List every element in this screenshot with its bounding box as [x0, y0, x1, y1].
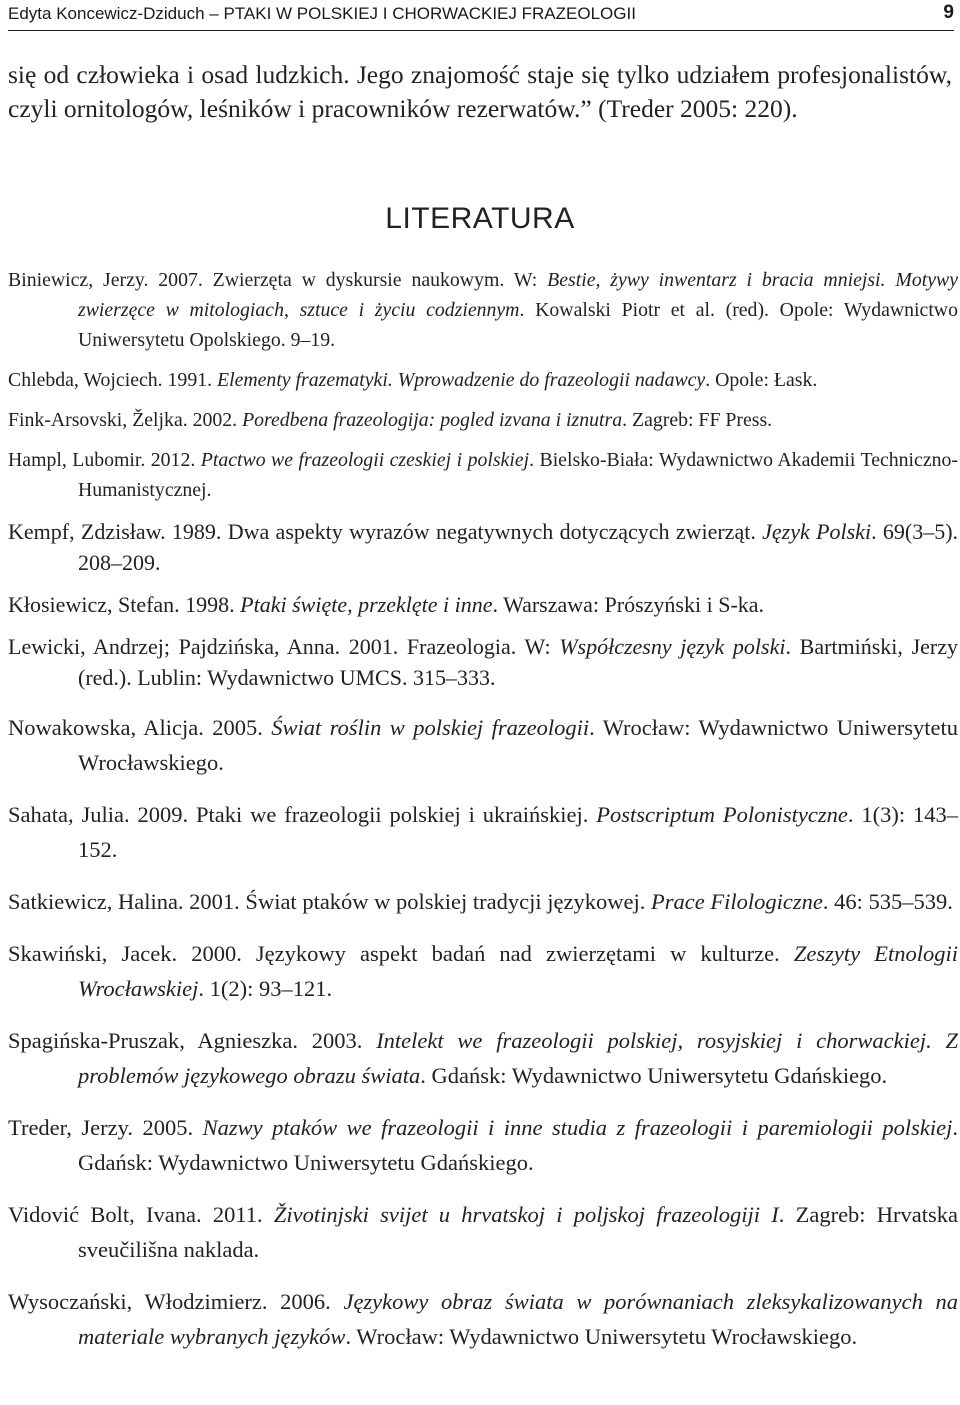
- reference-title: Ptactwo we frazeologii czeskiej i polskiej: [200, 449, 530, 471]
- reference-text: Lewicki, Andrzej; Pajdzińska, Anna. 2001. Frazeologia. W:: [8, 634, 560, 659]
- header-title: PTAKI W POLSKIEJ I CHORWACKIEJ FRAZEOLOGII: [223, 4, 636, 23]
- reference-item: [8, 1284, 958, 1354]
- reference-item: [8, 797, 958, 867]
- reference-title: Životinjski svijet u hrvatskoj i poljskoj frazeologiji I: [273, 1202, 779, 1227]
- header-author-title: [8, 4, 636, 24]
- reference-text: . Zagreb: FF Press.: [622, 409, 773, 431]
- reference-text: . Bartmiński, Jerzy (red.). Lublin: Wydawnictwo UMCS. 315–333.: [78, 634, 958, 690]
- reference-text: Vidović Bolt, Ivana. 2011.: [8, 1202, 274, 1227]
- reference-item: [8, 884, 958, 919]
- reference-text: . Wrocław: Wydawnictwo Uniwersytetu Wrocławskiego.: [345, 1324, 858, 1349]
- reference-item: [8, 936, 958, 1006]
- reference-title: Poredbena frazeologija: pogled izvana i iznutra: [242, 409, 623, 431]
- reference-item: [8, 405, 958, 435]
- reference-list: [8, 265, 958, 1354]
- reference-text: Hampl, Lubomir. 2012.: [8, 449, 201, 471]
- reference-text: . 1(2): 93–121.: [198, 976, 333, 1001]
- reference-title: Prace Filologiczne: [650, 889, 823, 914]
- reference-title: Bestie, żywy inwentarz i bracia mniejsi. Motywy zwierzęce w mitologiach, sztuce i życiu codziennym: [78, 269, 958, 321]
- reference-text: Fink-Arsovski, Željka. 2002.: [8, 409, 243, 431]
- reference-item: [8, 1023, 958, 1093]
- reference-text: . Bielsko-Biała: Wydawnictwo Akademii Techniczno-Humanistycznej.: [78, 449, 958, 501]
- page-number: 9: [943, 2, 954, 23]
- reference-title: Język Polski: [762, 519, 872, 544]
- section-title: LITERATURA: [385, 202, 575, 235]
- reference-text: . Kowalski Piotr et al. (red). Opole: Wydawnictwo Uniwersytetu Opolskiego. 9–19.: [78, 299, 958, 351]
- reference-title: Językowy obraz świata w porównaniach zleksykalizowanych na materiale wybranych języków: [78, 1289, 958, 1349]
- reference-text: Nowakowska, Alicja. 2005.: [8, 715, 272, 740]
- reference-item: [8, 1110, 958, 1180]
- reference-text: . Wrocław: Wydawnictwo Uniwersytetu Wrocławskiego.: [78, 715, 958, 775]
- reference-item: [8, 365, 958, 395]
- reference-title: Nazwy ptaków we frazeologii i inne studia z frazeologii i paremiologii polskiej: [202, 1115, 953, 1140]
- reference-title: Intelekt we frazeologii polskiej, rosyjskiej i chorwackiej. Z problemów językowego obrazu świata: [78, 1028, 958, 1088]
- header-author: Edyta Koncewicz-Dziduch: [8, 4, 205, 23]
- reference-text: . Zagreb: Hrvatska sveučilišna naklada.: [78, 1202, 959, 1262]
- reference-item: [8, 631, 958, 693]
- reference-text: . 46: 535–539.: [822, 889, 953, 914]
- reference-item: [8, 710, 958, 780]
- reference-item: [8, 445, 958, 505]
- reference-text: . Gdańsk: Wydawnictwo Uniwersytetu Gdańskiego.: [420, 1063, 888, 1088]
- reference-text: Satkiewicz, Halina. 2001. Świat ptaków w polskiej tradycji językowej.: [8, 889, 651, 914]
- running-header: [8, 0, 954, 31]
- reference-text: Skawiński, Jacek. 2000. Językowy aspekt badań nad zwierzętami w kulturze.: [8, 941, 794, 966]
- reference-text: Kempf, Zdzisław. 1989. Dwa aspekty wyrazów negatywnych dotyczących zwierząt.: [8, 519, 763, 544]
- reference-title: Zeszyty Etnologii Wrocławskiej: [78, 941, 958, 1001]
- reference-title: Ptaki święte, przeklęte i inne: [240, 592, 493, 617]
- reference-text: . Gdańsk: Wydawnictwo Uniwersytetu Gdańskiego.: [78, 1115, 958, 1175]
- header-separator: –: [204, 4, 224, 23]
- reference-title: Postscriptum Polonistyczne: [596, 802, 848, 827]
- reference-text: Treder, Jerzy. 2005.: [8, 1115, 203, 1140]
- reference-text: . 1(3): 143–152.: [78, 802, 958, 862]
- reference-item: [8, 589, 958, 620]
- reference-title: Współczesny język polski: [559, 634, 786, 659]
- reference-text: . 69(3–5). 208–209.: [78, 519, 959, 575]
- reference-text: Biniewicz, Jerzy. 2007. Zwierzęta w dyskursie naukowym. W:: [8, 269, 548, 291]
- reference-text: Spagińska-Pruszak, Agnieszka. 2003.: [8, 1028, 377, 1053]
- reference-item: [8, 265, 958, 355]
- reference-title: Świat roślin w polskiej frazeologii: [271, 715, 590, 740]
- intro-paragraph: się od człowieka i osad ludzkich. Jego znajomość staje się tylko udziałem profesjonalistów, czyli ornitologów, leśników i pracowników rezerwatów.” (Treder 2005: 220).: [8, 60, 952, 123]
- reference-item: [8, 516, 958, 578]
- reference-text: Wysoczański, Włodzimierz. 2006.: [8, 1289, 344, 1314]
- reference-text: Sahata, Julia. 2009. Ptaki we frazeologii polskiej i ukraińskiej.: [8, 802, 597, 827]
- reference-title: Elementy frazematyki. Wprowadzenie do frazeologii nadawcy: [217, 369, 706, 391]
- reference-text: . Warszawa: Prószyński i S-ka.: [492, 592, 765, 617]
- reference-text: Kłosiewicz, Stefan. 1998.: [8, 592, 241, 617]
- reference-text: Chlebda, Wojciech. 1991.: [8, 369, 217, 391]
- reference-item: [8, 1197, 958, 1267]
- reference-text: . Opole: Łask.: [705, 369, 818, 391]
